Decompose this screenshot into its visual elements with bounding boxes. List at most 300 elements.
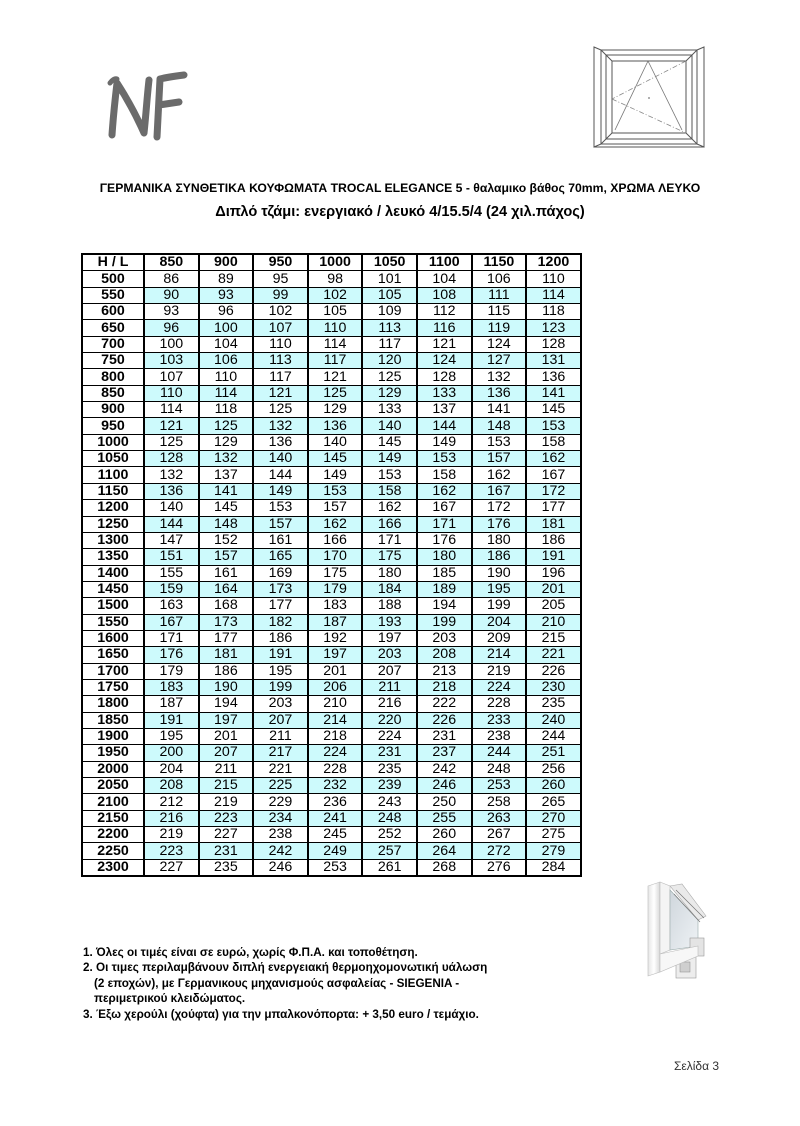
price-cell: 172 — [472, 500, 527, 516]
price-cell: 125 — [253, 402, 308, 418]
price-cell: 158 — [526, 434, 581, 450]
price-cell: 195 — [472, 581, 527, 597]
price-cell: 167 — [417, 500, 472, 516]
price-cell: 129 — [199, 434, 254, 450]
price-cell: 153 — [362, 467, 417, 483]
price-cell: 106 — [199, 353, 254, 369]
price-cell: 101 — [362, 271, 417, 287]
price-cell: 173 — [199, 614, 254, 630]
price-cell: 244 — [526, 728, 581, 744]
price-cell: 226 — [526, 663, 581, 679]
price-cell: 227 — [144, 859, 199, 876]
price-cell: 253 — [472, 778, 527, 794]
price-cell: 248 — [362, 810, 417, 826]
price-cell: 235 — [526, 696, 581, 712]
row-header-height: 1350 — [82, 549, 144, 565]
table-row — [82, 745, 581, 761]
table-row — [82, 402, 581, 418]
price-cell: 110 — [144, 385, 199, 401]
price-cell: 208 — [144, 778, 199, 794]
row-header-height: 2300 — [82, 859, 144, 876]
table-row — [82, 467, 581, 483]
row-header-height: 900 — [82, 402, 144, 418]
price-cell: 194 — [417, 598, 472, 614]
price-cell: 253 — [308, 859, 363, 876]
price-cell: 194 — [199, 696, 254, 712]
row-header-height: 1550 — [82, 614, 144, 630]
tilt-turn-window-diagram-icon — [593, 46, 705, 148]
price-cell: 125 — [199, 418, 254, 434]
price-cell: 127 — [472, 353, 527, 369]
price-cell: 238 — [253, 827, 308, 843]
price-cell: 218 — [417, 679, 472, 695]
price-cell: 197 — [308, 647, 363, 663]
column-header: 850 — [144, 254, 199, 271]
price-cell: 109 — [362, 304, 417, 320]
table-row — [82, 647, 581, 663]
price-cell: 132 — [472, 369, 527, 385]
price-cell: 216 — [362, 696, 417, 712]
price-cell: 136 — [526, 369, 581, 385]
row-header-height: 2250 — [82, 843, 144, 859]
price-cell: 222 — [417, 696, 472, 712]
price-cell: 227 — [199, 827, 254, 843]
table-header-row — [82, 254, 581, 271]
price-cell: 207 — [362, 663, 417, 679]
price-cell: 219 — [199, 794, 254, 810]
price-cell: 144 — [253, 467, 308, 483]
table-row — [82, 565, 581, 581]
price-cell: 180 — [472, 532, 527, 548]
price-cell: 211 — [362, 679, 417, 695]
document-subtitle: Διπλό τζάμι: ενεργιακό / λευκό 4/15.5/4 (24 χιλ.πάχος) — [215, 204, 585, 220]
price-cell: 199 — [472, 598, 527, 614]
price-cell: 181 — [199, 647, 254, 663]
price-cell: 121 — [144, 418, 199, 434]
price-cell: 211 — [199, 761, 254, 777]
price-cell: 121 — [308, 369, 363, 385]
price-cell: 155 — [144, 565, 199, 581]
price-cell: 153 — [472, 434, 527, 450]
row-header-height: 1650 — [82, 647, 144, 663]
nf-logo-icon — [100, 65, 190, 145]
price-cell: 106 — [472, 271, 527, 287]
price-cell: 260 — [526, 778, 581, 794]
price-cell: 208 — [417, 647, 472, 663]
price-cell: 95 — [253, 271, 308, 287]
price-cell: 171 — [417, 516, 472, 532]
price-cell: 180 — [417, 549, 472, 565]
price-cell: 168 — [199, 598, 254, 614]
note-line: 1. Όλες οι τιμές είναι σε ευρώ, χωρίς Φ.Π.Α. και τοποθέτηση. — [83, 946, 418, 959]
table-row — [82, 304, 581, 320]
price-cell: 234 — [253, 810, 308, 826]
row-header-height: 1400 — [82, 565, 144, 581]
row-header-height: 950 — [82, 418, 144, 434]
price-cell: 140 — [144, 500, 199, 516]
price-cell: 110 — [199, 369, 254, 385]
price-cell: 238 — [472, 728, 527, 744]
price-cell: 153 — [253, 500, 308, 516]
price-cell: 223 — [199, 810, 254, 826]
table-row — [82, 549, 581, 565]
price-cell: 158 — [417, 467, 472, 483]
column-header: 1000 — [308, 254, 363, 271]
price-cell: 214 — [472, 647, 527, 663]
price-cell: 246 — [417, 778, 472, 794]
price-cell: 169 — [253, 565, 308, 581]
price-cell: 203 — [253, 696, 308, 712]
price-cell: 193 — [362, 614, 417, 630]
price-cell: 279 — [526, 843, 581, 859]
price-cell: 248 — [472, 761, 527, 777]
price-cell: 117 — [362, 336, 417, 352]
price-cell: 221 — [253, 761, 308, 777]
price-cell: 111 — [472, 287, 527, 303]
price-cell: 172 — [526, 483, 581, 499]
price-cell: 117 — [253, 369, 308, 385]
price-cell: 171 — [362, 532, 417, 548]
price-cell: 201 — [526, 581, 581, 597]
row-header-height: 2050 — [82, 778, 144, 794]
corner-header: H / L — [82, 254, 144, 271]
price-cell: 157 — [472, 451, 527, 467]
price-cell: 164 — [199, 581, 254, 597]
price-cell: 214 — [308, 712, 363, 728]
price-cell: 136 — [308, 418, 363, 434]
price-cell: 203 — [362, 647, 417, 663]
price-cell: 200 — [144, 745, 199, 761]
row-header-height: 2000 — [82, 761, 144, 777]
price-cell: 162 — [417, 483, 472, 499]
price-table — [81, 253, 582, 877]
row-header-height: 2150 — [82, 810, 144, 826]
price-cell: 258 — [472, 794, 527, 810]
price-cell: 221 — [526, 647, 581, 663]
price-cell: 191 — [253, 647, 308, 663]
price-cell: 207 — [199, 745, 254, 761]
table-row — [82, 451, 581, 467]
price-cell: 236 — [308, 794, 363, 810]
row-header-height: 1150 — [82, 483, 144, 499]
price-cell: 167 — [144, 614, 199, 630]
price-cell: 179 — [144, 663, 199, 679]
price-cell: 153 — [526, 418, 581, 434]
price-cell: 177 — [199, 630, 254, 646]
row-header-height: 2200 — [82, 827, 144, 843]
price-cell: 166 — [308, 532, 363, 548]
price-cell: 235 — [199, 859, 254, 876]
price-cell: 115 — [472, 304, 527, 320]
row-header-height: 1950 — [82, 745, 144, 761]
price-cell: 161 — [253, 532, 308, 548]
price-cell: 125 — [362, 369, 417, 385]
price-cell: 220 — [362, 712, 417, 728]
table-row — [82, 532, 581, 548]
price-cell: 210 — [308, 696, 363, 712]
price-cell: 137 — [199, 467, 254, 483]
row-header-height: 1100 — [82, 467, 144, 483]
price-cell: 186 — [472, 549, 527, 565]
price-cell: 246 — [253, 859, 308, 876]
price-cell: 140 — [362, 418, 417, 434]
table-row — [82, 598, 581, 614]
price-cell: 171 — [144, 630, 199, 646]
price-cell: 157 — [308, 500, 363, 516]
row-header-height: 1800 — [82, 696, 144, 712]
price-cell: 147 — [144, 532, 199, 548]
price-cell: 110 — [253, 336, 308, 352]
price-cell: 190 — [472, 565, 527, 581]
table-row — [82, 369, 581, 385]
price-cell: 128 — [144, 451, 199, 467]
price-cell: 188 — [362, 598, 417, 614]
row-header-height: 1600 — [82, 630, 144, 646]
table-row — [82, 353, 581, 369]
table-row — [82, 434, 581, 450]
price-cell: 181 — [526, 516, 581, 532]
price-cell: 136 — [144, 483, 199, 499]
price-cell: 186 — [253, 630, 308, 646]
row-header-height: 550 — [82, 287, 144, 303]
price-cell: 163 — [144, 598, 199, 614]
price-cell: 206 — [308, 679, 363, 695]
price-cell: 99 — [253, 287, 308, 303]
price-cell: 117 — [308, 353, 363, 369]
price-cell: 224 — [362, 728, 417, 744]
price-cell: 284 — [526, 859, 581, 876]
table-row — [82, 385, 581, 401]
price-cell: 149 — [362, 451, 417, 467]
price-cell: 252 — [362, 827, 417, 843]
price-cell: 197 — [199, 712, 254, 728]
price-cell: 151 — [144, 549, 199, 565]
price-cell: 113 — [362, 320, 417, 336]
price-cell: 145 — [526, 402, 581, 418]
price-cell: 86 — [144, 271, 199, 287]
row-header-height: 750 — [82, 353, 144, 369]
price-cell: 209 — [472, 630, 527, 646]
price-cell: 149 — [308, 467, 363, 483]
price-cell: 264 — [417, 843, 472, 859]
price-cell: 114 — [144, 402, 199, 418]
row-header-height: 1000 — [82, 434, 144, 450]
column-header: 1200 — [526, 254, 581, 271]
table-row — [82, 630, 581, 646]
price-cell: 184 — [362, 581, 417, 597]
table-row — [82, 287, 581, 303]
table-row — [82, 696, 581, 712]
price-cell: 176 — [144, 647, 199, 663]
price-cell: 89 — [199, 271, 254, 287]
price-cell: 233 — [472, 712, 527, 728]
price-cell: 242 — [417, 761, 472, 777]
table-row — [82, 271, 581, 287]
price-cell: 102 — [308, 287, 363, 303]
table-row — [82, 859, 581, 876]
price-cell: 203 — [417, 630, 472, 646]
price-cell: 96 — [144, 320, 199, 336]
column-header: 1100 — [417, 254, 472, 271]
price-cell: 187 — [144, 696, 199, 712]
price-cell: 205 — [526, 598, 581, 614]
row-header-height: 800 — [82, 369, 144, 385]
price-cell: 245 — [308, 827, 363, 843]
row-header-height: 1700 — [82, 663, 144, 679]
column-header: 1150 — [472, 254, 527, 271]
price-cell: 107 — [144, 369, 199, 385]
price-cell: 183 — [144, 679, 199, 695]
row-header-height: 1450 — [82, 581, 144, 597]
price-cell: 136 — [253, 434, 308, 450]
price-cell: 219 — [472, 663, 527, 679]
column-header: 950 — [253, 254, 308, 271]
price-cell: 93 — [199, 287, 254, 303]
row-header-height: 700 — [82, 336, 144, 352]
table-body — [82, 271, 581, 876]
price-cell: 177 — [253, 598, 308, 614]
price-cell: 112 — [417, 304, 472, 320]
price-cell: 260 — [417, 827, 472, 843]
price-cell: 176 — [472, 516, 527, 532]
price-cell: 120 — [362, 353, 417, 369]
table-row — [82, 418, 581, 434]
price-cell: 165 — [253, 549, 308, 565]
note-line: 2. Οι τιμες περιλαμβάνουν διπλή ενεργειακή θερμοηχομονωτική υάλωση — [83, 961, 488, 975]
price-cell: 110 — [526, 271, 581, 287]
price-cell: 173 — [253, 581, 308, 597]
price-cell: 167 — [472, 483, 527, 499]
price-cell: 215 — [526, 630, 581, 646]
price-cell: 132 — [253, 418, 308, 434]
price-cell: 243 — [362, 794, 417, 810]
price-cell: 191 — [144, 712, 199, 728]
price-cell: 145 — [199, 500, 254, 516]
price-cell: 121 — [253, 385, 308, 401]
price-cell: 201 — [199, 728, 254, 744]
price-cell: 153 — [417, 451, 472, 467]
price-cell: 98 — [308, 271, 363, 287]
price-cell: 231 — [199, 843, 254, 859]
price-cell: 176 — [417, 532, 472, 548]
row-header-height: 600 — [82, 304, 144, 320]
price-cell: 136 — [472, 385, 527, 401]
table-row — [82, 794, 581, 810]
window-profile-cross-section-image — [640, 876, 716, 986]
price-cell: 114 — [526, 287, 581, 303]
price-cell: 158 — [362, 483, 417, 499]
table-row — [82, 500, 581, 516]
price-cell: 132 — [199, 451, 254, 467]
price-cell: 216 — [144, 810, 199, 826]
price-cell: 204 — [144, 761, 199, 777]
price-cell: 190 — [199, 679, 254, 695]
price-cell: 149 — [417, 434, 472, 450]
price-cell: 229 — [253, 794, 308, 810]
row-header-height: 1900 — [82, 728, 144, 744]
row-header-height: 1750 — [82, 679, 144, 695]
price-cell: 105 — [362, 287, 417, 303]
price-cell: 240 — [526, 712, 581, 728]
price-cell: 141 — [472, 402, 527, 418]
price-cell: 175 — [362, 549, 417, 565]
price-cell: 105 — [308, 304, 363, 320]
price-cell: 140 — [308, 434, 363, 450]
table-row — [82, 843, 581, 859]
table-row — [82, 810, 581, 826]
price-cell: 226 — [417, 712, 472, 728]
price-cell: 148 — [199, 516, 254, 532]
price-cell: 166 — [362, 516, 417, 532]
price-cell: 191 — [526, 549, 581, 565]
price-cell: 123 — [526, 320, 581, 336]
price-cell: 224 — [308, 745, 363, 761]
price-cell: 231 — [362, 745, 417, 761]
price-cell: 249 — [308, 843, 363, 859]
price-cell: 141 — [199, 483, 254, 499]
price-cell: 241 — [308, 810, 363, 826]
price-cell: 232 — [308, 778, 363, 794]
row-header-height: 850 — [82, 385, 144, 401]
row-header-height: 1850 — [82, 712, 144, 728]
price-cell: 217 — [253, 745, 308, 761]
price-cell: 228 — [472, 696, 527, 712]
price-cell: 199 — [253, 679, 308, 695]
price-cell: 180 — [362, 565, 417, 581]
price-cell: 272 — [472, 843, 527, 859]
row-header-height: 1200 — [82, 500, 144, 516]
nf-logo — [100, 65, 190, 145]
price-cell: 133 — [362, 402, 417, 418]
price-cell: 153 — [308, 483, 363, 499]
row-header-height: 1500 — [82, 598, 144, 614]
table-row — [82, 320, 581, 336]
price-cell: 263 — [472, 810, 527, 826]
price-cell: 224 — [472, 679, 527, 695]
price-cell: 113 — [253, 353, 308, 369]
price-cell: 125 — [308, 385, 363, 401]
note-line: 3. Έξω χερούλι (χούφτα) για την μπαλκονόπορτα: + 3,50 euro / τεμάχιο. — [83, 1007, 479, 1021]
price-cell: 100 — [199, 320, 254, 336]
table-row — [82, 516, 581, 532]
price-cell: 187 — [308, 614, 363, 630]
price-cell: 107 — [253, 320, 308, 336]
table-row — [82, 581, 581, 597]
price-cell: 104 — [417, 271, 472, 287]
row-header-height: 650 — [82, 320, 144, 336]
price-cell: 186 — [526, 532, 581, 548]
price-cell: 137 — [417, 402, 472, 418]
price-cell: 124 — [417, 353, 472, 369]
price-cell: 149 — [253, 483, 308, 499]
price-cell: 114 — [308, 336, 363, 352]
price-cell: 118 — [199, 402, 254, 418]
price-cell: 197 — [362, 630, 417, 646]
table-row — [82, 483, 581, 499]
table-row — [82, 663, 581, 679]
price-cell: 145 — [362, 434, 417, 450]
notes-section — [83, 945, 487, 1022]
price-cell: 141 — [526, 385, 581, 401]
table-row — [82, 778, 581, 794]
price-cell: 195 — [253, 663, 308, 679]
table-row — [82, 336, 581, 352]
price-cell: 128 — [526, 336, 581, 352]
price-cell: 213 — [417, 663, 472, 679]
price-cell: 268 — [417, 859, 472, 876]
price-cell: 108 — [417, 287, 472, 303]
price-cell: 116 — [417, 320, 472, 336]
